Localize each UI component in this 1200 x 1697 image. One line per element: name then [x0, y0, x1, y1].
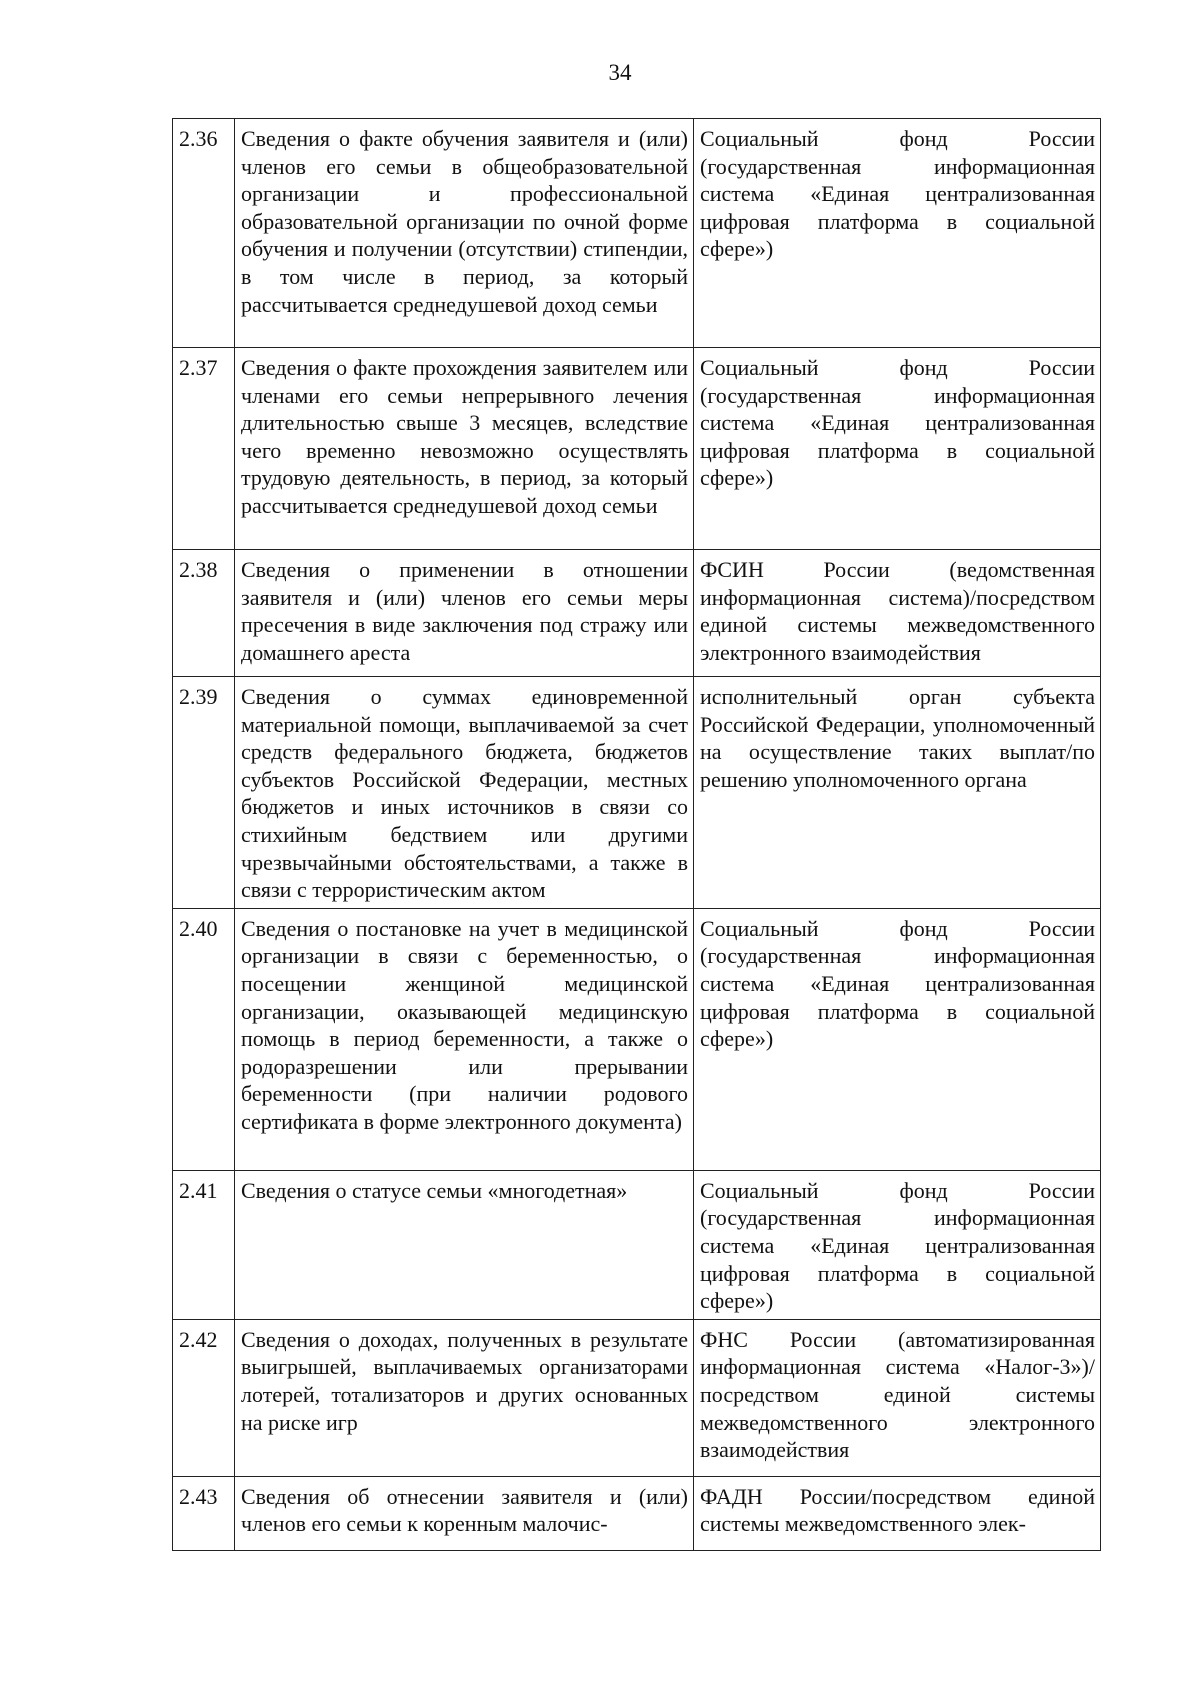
info-description: Сведения о применении в отношении заявителя и (или) членов его семьи меры пресечения в виде заключения под стражу или домашнего ареста	[235, 550, 694, 677]
info-description: Сведения об отнесении заявителя и (или) членов его семьи к коренным малочис-	[235, 1476, 694, 1550]
info-description: Сведения о факте обучения заявителя и (или) членов его семьи в общеобразовательной организации и профессиональной образовательной организации по очной форме обучения и получении (отсутствии) стипендии, в том числе в период, за который рассчитывается среднедушевой доход семьи	[235, 119, 694, 348]
table-row	[173, 677, 1101, 909]
table-row	[173, 1170, 1101, 1319]
info-source: Социальный фонд России (государственная информационная система «Единая централизованная цифровая платформа в социальной сфере»)	[694, 348, 1101, 550]
row-number: 2.37	[173, 348, 235, 550]
info-source: Социальный фонд России (государственная информационная система «Единая централизованная цифровая платформа в социальной сфере»)	[694, 1170, 1101, 1319]
info-source: ФАДН России/посредством единой системы межведомственного элек-	[694, 1476, 1101, 1550]
row-number: 2.43	[173, 1476, 235, 1550]
table-row	[173, 119, 1101, 348]
page-number: 34	[608, 60, 632, 85]
info-source: Социальный фонд России (государственная информационная система «Единая централизованная цифровая платформа в социальной сфере»)	[694, 119, 1101, 348]
info-source: исполнительный орган субъекта Российской Федерации, уполномоченный на осуществление таких выплат/по решению уполномоченного органа	[694, 677, 1101, 909]
table-row	[173, 348, 1101, 550]
data-sources-table	[172, 118, 1101, 1551]
info-source: ФСИН России (ведомственная информационная система)/посредством единой системы межведомственного электронного взаимодействия	[694, 550, 1101, 677]
table-row	[173, 1476, 1101, 1550]
info-description: Сведения о постановке на учет в медицинской организации в связи с беременностью, о посещении женщиной медицинской организации, оказывающей медицинскую помощь в период беременности, а также о родоразрешении или прерывании беременности (при наличии родового сертификата в форме электронного документа)	[235, 908, 694, 1170]
info-source: Социальный фонд России (государственная информационная система «Единая централизованная цифровая платформа в социальной сфере»)	[694, 908, 1101, 1170]
table-row	[173, 1319, 1101, 1476]
row-number: 2.41	[173, 1170, 235, 1319]
row-number: 2.39	[173, 677, 235, 909]
table-row	[173, 908, 1101, 1170]
info-description: Сведения о доходах, полученных в результате выигрышей, выплачиваемых организаторами лотерей, тотализаторов и других основанных на риске игр	[235, 1319, 694, 1476]
info-description: Сведения о статусе семьи «многодетная»	[235, 1170, 694, 1319]
info-description: Сведения о факте прохождения заявителем или членами его семьи непрерывного лечения длительностью свыше 3 месяцев, вследствие чего временно невозможно осуществлять трудовую деятельность, в период, за который рассчитывается среднедушевой доход семьи	[235, 348, 694, 550]
info-source: ФНС России (автоматизированная информационная система «Налог-3»)/посредством единой системы межведомственного электронного взаимодействия	[694, 1319, 1101, 1476]
info-description: Сведения о суммах единовременной материальной помощи, выплачиваемой за счет средств федерального бюджета, бюджетов субъектов Российской Федерации, местных бюджетов и иных источников в связи со стихийным бедствием или другими чрезвычайными обстоятельствами, а также в связи с террористическим актом	[235, 677, 694, 909]
row-number: 2.42	[173, 1319, 235, 1476]
row-number: 2.40	[173, 908, 235, 1170]
table-row	[173, 550, 1101, 677]
row-number: 2.38	[173, 550, 235, 677]
row-number: 2.36	[173, 119, 235, 348]
